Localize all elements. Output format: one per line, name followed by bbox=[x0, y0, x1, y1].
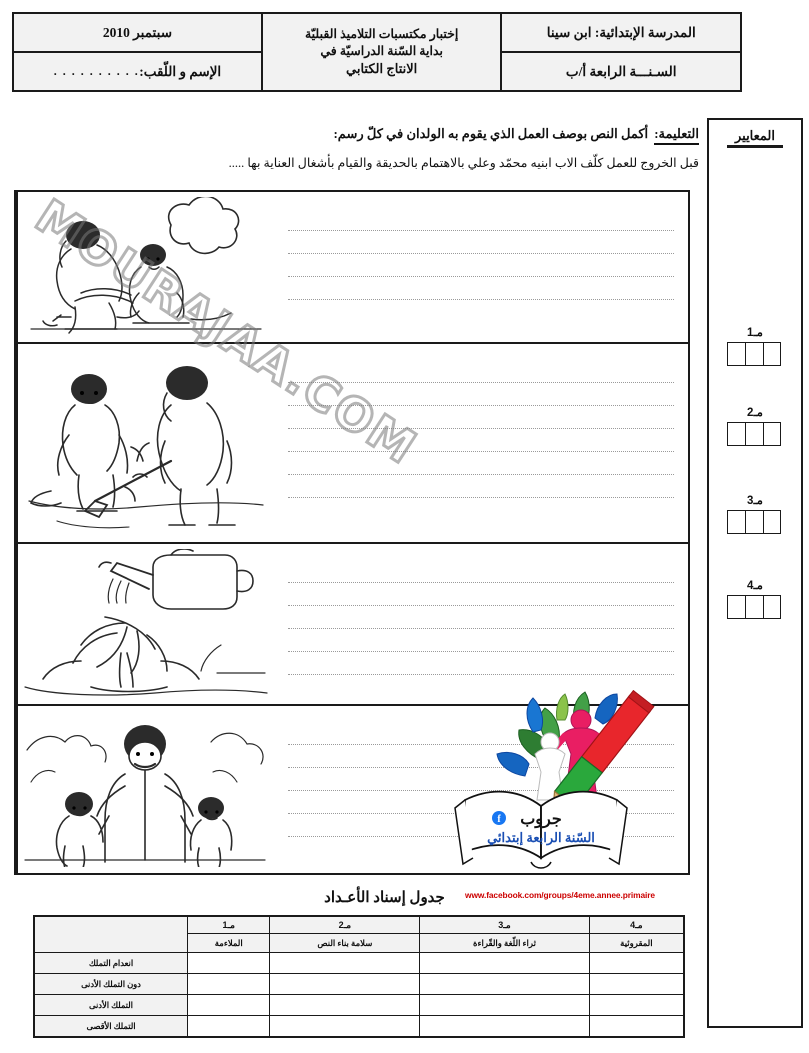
score-box[interactable] bbox=[745, 342, 764, 366]
table-row bbox=[34, 953, 684, 974]
score-cell[interactable] bbox=[420, 974, 590, 995]
header-date-name-column bbox=[14, 14, 261, 90]
exam-title-line2: بداية السّنة الدراسيّة في bbox=[320, 44, 443, 59]
score-box[interactable] bbox=[727, 422, 746, 446]
criterion-1-score-boxes[interactable] bbox=[709, 342, 801, 366]
score-box[interactable] bbox=[745, 595, 764, 619]
scene-two-boys-digging-with-hoe-icon bbox=[21, 349, 271, 537]
instruction-text: أكمل النص بوصف العمل الذي يقوم به الولدان في كلّ رسم: bbox=[333, 126, 649, 141]
score-box[interactable] bbox=[762, 510, 781, 534]
svg-text:f: f bbox=[497, 814, 501, 825]
answer-area-2[interactable] bbox=[274, 344, 688, 544]
writing-line[interactable] bbox=[288, 583, 674, 606]
row-label: دون التملك الأدنى bbox=[34, 974, 188, 995]
criterion-name-cell: ثراء اللّغة والقّراءة bbox=[420, 934, 590, 953]
score-cell[interactable] bbox=[589, 974, 684, 995]
exam-title-line3: الانتاج الكتابي bbox=[346, 61, 418, 77]
score-box[interactable] bbox=[727, 595, 746, 619]
exam-title-line1 bbox=[305, 27, 458, 42]
score-box[interactable] bbox=[727, 342, 746, 366]
writing-line[interactable] bbox=[288, 208, 674, 231]
answer-area-3[interactable] bbox=[274, 544, 688, 706]
picture-cell-1 bbox=[18, 192, 274, 344]
logo-group-text: جروب bbox=[520, 811, 562, 828]
score-cell[interactable] bbox=[188, 953, 270, 974]
table-row bbox=[34, 1016, 684, 1038]
writing-line[interactable] bbox=[288, 406, 674, 429]
student-name-dots: . . . . . . . . . . bbox=[53, 64, 140, 78]
class-name: السـنـــة الرابعة أ/ب bbox=[565, 63, 677, 79]
score-cell[interactable] bbox=[270, 995, 420, 1016]
logo-subtitle: السّنة الرابعة إبتدائي bbox=[487, 830, 595, 845]
score-cell[interactable] bbox=[188, 974, 270, 995]
score-cell[interactable] bbox=[420, 953, 590, 974]
criterion-code-cell: مـ4 bbox=[589, 916, 684, 934]
score-box[interactable] bbox=[727, 510, 746, 534]
facebook-group-url[interactable]: www.facebook.com/groups/4eme.annee.primaire bbox=[465, 890, 655, 900]
score-box[interactable] bbox=[762, 595, 781, 619]
table-row bbox=[34, 974, 684, 995]
score-cell[interactable] bbox=[270, 953, 420, 974]
writing-line[interactable] bbox=[288, 606, 674, 629]
student-name-field[interactable] bbox=[14, 53, 261, 90]
criterion-4-score-boxes[interactable] bbox=[709, 595, 801, 619]
writing-line[interactable] bbox=[288, 277, 674, 300]
table-header-codes-row bbox=[34, 916, 684, 934]
score-cell[interactable] bbox=[270, 974, 420, 995]
writing-line[interactable] bbox=[288, 475, 674, 498]
criterion-4-label: مـ4 bbox=[747, 580, 763, 592]
exam-date: سبتمبر 2010 bbox=[14, 14, 261, 53]
criterion-3-score-boxes[interactable] bbox=[709, 510, 801, 534]
score-box[interactable] bbox=[762, 342, 781, 366]
writing-line[interactable] bbox=[288, 652, 674, 675]
writing-line[interactable] bbox=[288, 629, 674, 652]
score-cell[interactable] bbox=[188, 995, 270, 1016]
header-school-column bbox=[500, 14, 740, 90]
score-table-title: جدول إسناد الأعـداد bbox=[324, 890, 445, 906]
school-name: المدرسة الإبتدائية: ابن سينا bbox=[502, 14, 740, 53]
criterion-group-4 bbox=[709, 578, 801, 619]
scene-watering-can-watering-plant-icon bbox=[21, 549, 271, 699]
instruction-label: التعليمة: bbox=[654, 126, 699, 145]
criterion-name-cell: الملاءمة bbox=[188, 934, 270, 953]
criterion-group-2 bbox=[709, 405, 801, 446]
writing-line[interactable] bbox=[288, 560, 674, 583]
writing-line[interactable] bbox=[288, 254, 674, 277]
row-label: انعدام التملك bbox=[34, 953, 188, 974]
writing-line[interactable] bbox=[288, 429, 674, 452]
criterion-code-cell: مـ3 bbox=[420, 916, 590, 934]
instruction-prompt: قبل الخروج للعمل كلّف الاب ابنيه محمّد وعلي بالاهتمام بالحديقة والقيام بأشغال العناية بها ..... bbox=[228, 156, 699, 170]
criterion-2-label: مـ2 bbox=[747, 407, 763, 419]
header-exam-column bbox=[261, 14, 501, 90]
score-cell[interactable] bbox=[589, 953, 684, 974]
header-table bbox=[12, 12, 742, 92]
writing-line[interactable] bbox=[288, 360, 674, 383]
exam-line-1: إختبار مكتسبات التلاميذ القبليّة bbox=[304, 26, 459, 41]
criteria-column-title: المعايير bbox=[727, 128, 783, 148]
picture-cell-3 bbox=[18, 544, 274, 706]
criterion-2-score-boxes[interactable] bbox=[709, 422, 801, 446]
student-name-label: الإسم و اللّقب: bbox=[139, 63, 222, 79]
score-cell[interactable] bbox=[188, 1016, 270, 1038]
instruction-block bbox=[99, 126, 699, 171]
picture-cell-2 bbox=[18, 344, 274, 544]
criterion-group-3 bbox=[709, 493, 801, 534]
criterion-name-cell: المقروئية bbox=[589, 934, 684, 953]
criterion-group-1 bbox=[709, 325, 801, 366]
score-cell[interactable] bbox=[589, 1016, 684, 1038]
table-row bbox=[34, 995, 684, 1016]
scene-father-with-two-sons-icon bbox=[21, 712, 271, 867]
score-box[interactable] bbox=[762, 422, 781, 446]
score-cell[interactable] bbox=[270, 1016, 420, 1038]
criterion-code-cell: مـ2 bbox=[270, 916, 420, 934]
criterion-3-label: مـ3 bbox=[747, 495, 763, 507]
answer-area-1[interactable] bbox=[274, 192, 688, 344]
criterion-name-cell: سلامة بناء النص bbox=[270, 934, 420, 953]
criterion-1-label: مـ1 bbox=[747, 327, 763, 339]
score-assignment-table bbox=[33, 915, 685, 1038]
picture-cell-4 bbox=[18, 706, 274, 873]
picture-column bbox=[16, 192, 274, 873]
table-corner-cell bbox=[34, 916, 188, 953]
score-box[interactable] bbox=[745, 510, 764, 534]
score-cell[interactable] bbox=[420, 1016, 590, 1038]
writing-line[interactable] bbox=[288, 231, 674, 254]
score-cell[interactable] bbox=[420, 995, 590, 1016]
score-box[interactable] bbox=[745, 422, 764, 446]
row-label: التملك الأقصى bbox=[34, 1016, 188, 1038]
facebook-group-logo bbox=[445, 690, 685, 870]
row-label: التملك الأدنى bbox=[34, 995, 188, 1016]
criterion-code-cell: مـ1 bbox=[188, 916, 270, 934]
score-cell[interactable] bbox=[589, 995, 684, 1016]
writing-line[interactable] bbox=[288, 452, 674, 475]
writing-line[interactable] bbox=[288, 383, 674, 406]
scene-father-and-son-planting-icon bbox=[21, 197, 271, 337]
